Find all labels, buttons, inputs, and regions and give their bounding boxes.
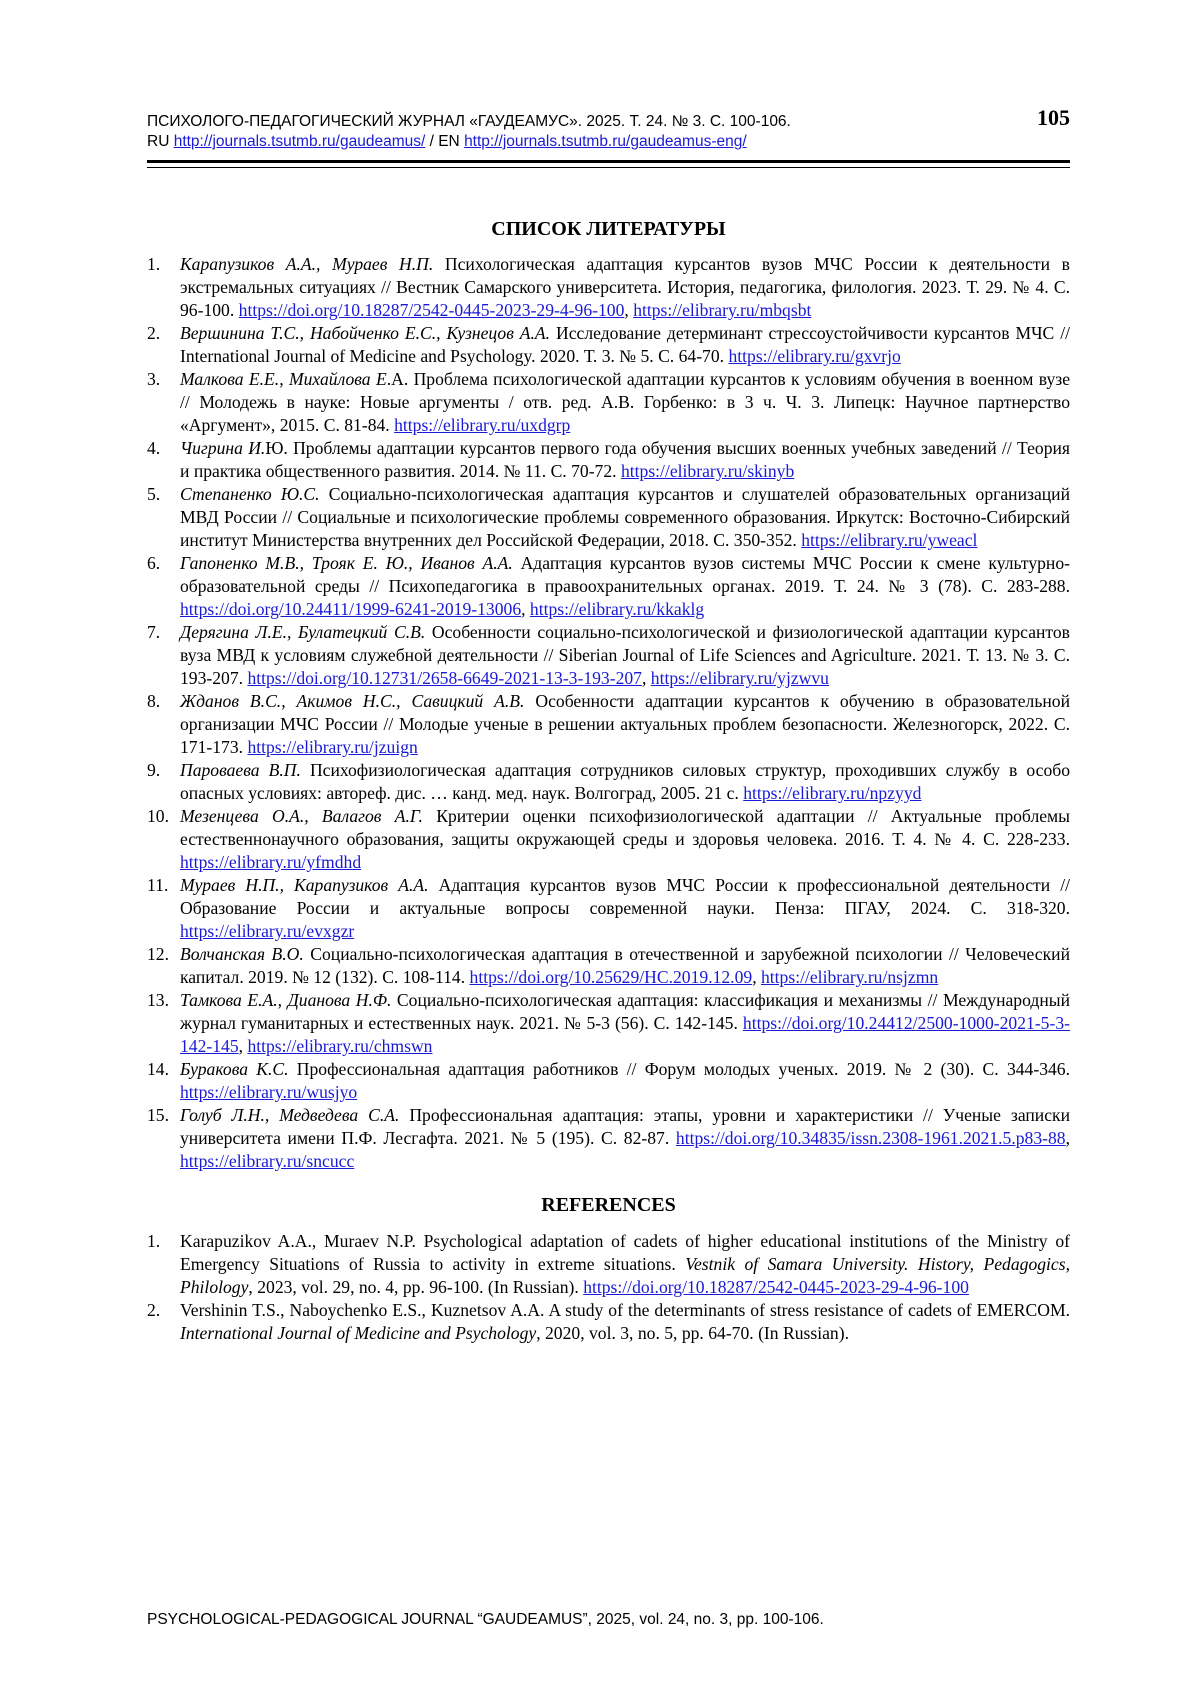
header-divider-thin bbox=[147, 167, 1070, 168]
reference-item: 13. Тамкова Е.А., Дианова Н.Ф. Социально-психологическая адаптация: классификация и механизмы // Международный журнал гуманитарных и естественных наук. 2021. № 5-3 (56). С. 142-145. https://doi.org/10.24412/2500-1000-2021-5-3-142-145, https://elibrary.ru/chmswn bbox=[147, 990, 1070, 1056]
reference-authors: Жданов В.С., Акимов Н.С., Савицкий А.В. bbox=[180, 691, 525, 711]
reference-authors: Мезенцева О.А., Валагов А.Г. bbox=[180, 806, 423, 826]
reference-number: 7. bbox=[147, 622, 161, 642]
reference-authors: Пароваева В.П. bbox=[180, 760, 301, 780]
reference-item bbox=[147, 483, 1070, 552]
reference-text: Социально-психологическая адаптация: классификация и механизмы // Международный журнал гуманитарных и естественных наук. 2021. № 5-3 (56). С. 142-145. bbox=[180, 990, 1070, 1033]
reference-text: Karapuzikov A.A., Muraev N.P. Psychological adaptation of cadets of higher educational institutions of the Ministry of Emergency Situations of Russia to activity in extreme situations. bbox=[180, 1231, 1070, 1274]
journal-citation-line: ПСИХОЛОГО-ПЕДАГОГИЧЕСКИЙ ЖУРНАЛ «ГАУДЕАМУС». 2025. Т. 24. № 3. С. 100-106. bbox=[147, 113, 791, 130]
reference-link[interactable]: https://doi.org/10.34835/issn.2308-1961.2021.5.p83-88 bbox=[675, 1128, 1066, 1148]
reference-item: 12. Волчанская В.О. Социально-психологическая адаптация в отечественной и зарубежной психологии // Человеческий капитал. 2019. № 12 (132). С. 108-114. https://doi.org/10.25629/HC.2019.12.09, https://elibrary.ru/nsjzmn bbox=[147, 944, 1070, 987]
reference-link[interactable]: https://elibrary.ru/yjzwvu bbox=[650, 668, 829, 688]
reference-text: Социально-психологическая адаптация курсантов и слушателей образовательных организаций МВД России // Социальные и психологические проблемы современного образования. Иркутск: Восточно-Сибирский институт Министерства внутренних дел Российской Федерации, 2018. С. 350-352. bbox=[180, 484, 1071, 550]
references-content bbox=[147, 217, 1070, 1345]
reference-authors: Волчанская В.О. bbox=[180, 944, 304, 964]
reference-link[interactable]: https://elibrary.ru/nsjzmn bbox=[760, 967, 939, 987]
reference-link[interactable]: https://doi.org/10.18287/2542-0445-2023-29-4-96-100 bbox=[238, 300, 625, 320]
reference-item: 15. Голуб Л.Н., Медведева С.А. Профессиональная адаптация: этапы, уровни и характеристики // Ученые записки университета имени П.Ф. Лесгафта. 2021. № 5 (195). С. 82-87. https://doi.org/10.34835/issn.2308-1961.2021.5.p83-88, https://elibrary.ru/sncucc bbox=[147, 1105, 1070, 1171]
reference-number: 2. bbox=[147, 1300, 161, 1320]
reference-link[interactable]: https://doi.org/10.24411/1999-6241-2019-13006 bbox=[180, 599, 522, 619]
reference-number: 6. bbox=[147, 553, 161, 573]
reference-text: Психофизиологическая адаптация сотрудников силовых структур, проходивших службу в особо опасных условиях: автореф. дис. … канд. мед. наук. Волгоград, 2005. 21 с. bbox=[180, 760, 1070, 803]
reference-authors: Карапузиков А.А., Мураев Н.П. bbox=[180, 254, 434, 274]
reference-number: 3. bbox=[147, 369, 161, 389]
reference-authors: Гапоненко М.В., Трояк Е. Ю., Иванов А.А. bbox=[180, 553, 513, 573]
reference-link[interactable]: https://elibrary.ru/yweacl bbox=[801, 530, 978, 550]
header-divider-thick bbox=[147, 160, 1070, 163]
reference-text: Психологическая адаптация курсантов вузов МЧС России к деятельности в экстремальных ситуациях // Вестник Самарского университета. История, педагогика, филология. 2023. Т. 29. № 4. С. 96-100. bbox=[180, 254, 1070, 320]
reference-number: 14. bbox=[147, 1059, 169, 1079]
reference-link[interactable]: https://elibrary.ru/npzyyd bbox=[743, 783, 922, 803]
reference-authors: Дерягина Л.Е., Булатецкий С.В. bbox=[180, 622, 426, 642]
reference-number: 5. bbox=[147, 484, 161, 504]
reference-link[interactable]: https://elibrary.ru/jzuign bbox=[247, 737, 418, 757]
reference-text: , 2023, vol. 29, no. 4, pp. 96-100. (In Russian). bbox=[248, 1277, 584, 1297]
reference-link[interactable]: https://elibrary.ru/skinyb bbox=[620, 461, 795, 481]
reference-link[interactable]: https://doi.org/10.18287/2542-0445-2023-29-4-96-100 bbox=[583, 1277, 969, 1297]
reference-text: Адаптация курсантов вузов МЧС России к профессиональной деятельности // Образование России и актуальные вопросы современной науки. Пенза: ПГАУ, 2024. С. 318-320. bbox=[180, 875, 1070, 918]
reference-number: 15. bbox=[147, 1105, 169, 1125]
reference-item bbox=[147, 759, 1070, 805]
journal-links-line bbox=[147, 132, 1070, 152]
reference-item bbox=[147, 1230, 1070, 1299]
running-footer: PSYCHOLOGICAL-PEDAGOGICAL JOURNAL “GAUDEAMUS”, 2025, vol. 24, no. 3, pp. 100-106. bbox=[147, 1611, 824, 1628]
reference-item bbox=[147, 322, 1070, 368]
en-references-title: REFERENCES bbox=[541, 1194, 676, 1216]
reference-authors: Буракова К.С. bbox=[180, 1059, 289, 1079]
reference-authors: Вершинина Т.С., Набойченко Е.С., Кузнецов А.А. bbox=[180, 323, 551, 343]
running-header bbox=[147, 105, 1070, 152]
page-number: 105 bbox=[1037, 105, 1070, 130]
reference-item bbox=[147, 437, 1070, 483]
reference-text: Профессиональная адаптация: этапы, уровни и характеристики // Ученые записки университета имени П.Ф. Лесгафта. 2021. № 5 (195). С. 82-87. bbox=[180, 1105, 1070, 1148]
reference-item bbox=[147, 690, 1070, 759]
reference-journal: Vestnik of Samara University. History, Pedagogics, Philology bbox=[180, 1254, 1070, 1297]
ru-journal-link[interactable]: http://journals.tsutmb.ru/gaudeamus/ bbox=[173, 133, 426, 150]
reference-number: 1. bbox=[147, 254, 161, 274]
reference-item bbox=[147, 1058, 1070, 1104]
reference-text: Профессиональная адаптация работников // Форум молодых ученых. 2019. № 2 (30). С. 344-346. bbox=[288, 1059, 1070, 1079]
reference-number: 9. bbox=[147, 760, 161, 780]
ru-label: RU bbox=[147, 133, 170, 150]
reference-item: 1. Карапузиков А.А., Мураев Н.П. Психологическая адаптация курсантов вузов МЧС России к деятельности в экстремальных ситуациях // Вестник Самарского университета. История, педагогика, филология. 2023. Т. 29. № 4. С. 96-100. https://doi.org/10.18287/2542-0445-2023-29-4-96-100, https://elibrary.ru/mbqsbt bbox=[147, 254, 1070, 320]
reference-authors: Чигрина И. bbox=[180, 438, 266, 458]
reference-text: Критерии оценки психофизиологической адаптации // Актуальные проблемы естественнонаучного образования, защиты окружающей среды и здоровья человека. 2016. Т. 4. № 4. С. 228-233. bbox=[180, 806, 1070, 849]
reference-authors: Тамкова Е.А., Дианова Н.Ф. bbox=[180, 990, 392, 1010]
lang-separator: / EN bbox=[425, 133, 465, 150]
reference-link[interactable]: https://elibrary.ru/kkaklg bbox=[529, 599, 705, 619]
reference-text: , 2020, vol. 3, no. 5, pp. 64-70. (In Russian). bbox=[536, 1323, 849, 1343]
reference-link[interactable]: https://elibrary.ru/uxdgrp bbox=[394, 415, 571, 435]
reference-authors: Мураев Н.П., Карапузиков А.А. bbox=[180, 875, 429, 895]
reference-link[interactable]: https://elibrary.ru/evxgzr bbox=[180, 921, 355, 941]
reference-link[interactable]: https://elibrary.ru/sncucc bbox=[180, 1151, 355, 1171]
reference-number: 10. bbox=[147, 806, 169, 826]
reference-item: 6. Гапоненко М.В., Трояк Е. Ю., Иванов А.А. Адаптация курсантов вузов системы МЧС России к смене культурно-образовательной среды // Психопедагогика в правоохранительных органах. 2019. Т. 24. № 3 (78). С. 283-288. https://doi.org/10.24411/1999-6241-2019-13006, https://elibrary.ru/kkaklg bbox=[147, 553, 1070, 619]
reference-link[interactable]: https://doi.org/10.24412/2500-1000-2021-5-3-142-145 bbox=[180, 1013, 1070, 1056]
en-reference-list bbox=[147, 1230, 1070, 1345]
reference-item bbox=[147, 805, 1070, 874]
reference-text: Исследование детерминант стрессоустойчивости курсантов МЧС // International Journal of Medicine and Psychology. 2020. Т. 3. № 5. С. 64-70. bbox=[180, 323, 1070, 366]
reference-number: 1. bbox=[147, 1231, 161, 1251]
reference-authors: Голуб Л.Н., Медведева С.А. bbox=[180, 1105, 400, 1125]
reference-text: .А. Проблема психологической адаптации курсантов к условиям обучения в военном вузе // Молодежь в науке: Новые аргументы / отв. ред. А.В. Горбенко: в 3 ч. Ч. 3. Липецк: Научное партнерство «Аргумент», 2015. С. 81-84. bbox=[180, 369, 1070, 435]
reference-text: Особенности социально-психологической и физиологической адаптации курсантов вуза МВД к условиям служебной деятельности // Siberian Journal of Life Sciences and Agriculture. 2021. Т. 13. № 3. С. 193-207. bbox=[180, 622, 1070, 688]
reference-number: 12. bbox=[147, 944, 169, 964]
reference-text: Ю. Проблемы адаптации курсантов первого года обучения высших военных учебных заведений // Теория и практика общественного развития. 2014. № 11. С. 70-72. bbox=[180, 438, 1070, 481]
reference-text: Особенности адаптации курсантов к обучению в образовательной организации МЧС России // Молодые ученые в решении актуальных проблем безопасности. Железногорск, 2022. С. 171-173. bbox=[180, 691, 1070, 757]
reference-number: 2. bbox=[147, 323, 161, 343]
reference-number: 11. bbox=[147, 875, 169, 895]
reference-number: 8. bbox=[147, 691, 161, 711]
reference-item bbox=[147, 1299, 1070, 1345]
reference-text: Vershinin T.S., Naboychenko E.S., Kuznetsov A.A. A study of the determinants of stress resistance of cadets of EMERCOM. bbox=[180, 1300, 1070, 1320]
reference-text: Социально-психологическая адаптация в отечественной и зарубежной психологии // Человеческий капитал. 2019. № 12 (132). С. 108-114. bbox=[180, 944, 1070, 987]
reference-link[interactable]: https://elibrary.ru/wusjyo bbox=[180, 1082, 358, 1102]
reference-number: 4. bbox=[147, 438, 161, 458]
reference-item bbox=[147, 874, 1070, 943]
reference-authors: Степаненко Ю.С. bbox=[180, 484, 320, 504]
reference-authors: Малкова Е.Е., Михайлова Е bbox=[180, 369, 387, 389]
reference-link[interactable]: https://doi.org/10.25629/HC.2019.12.09 bbox=[469, 967, 753, 987]
reference-text: Адаптация курсантов вузов системы МЧС России к смене культурно-образовательной среды // Психопедагогика в правоохранительных органах. 2019. Т. 24. № 3 (78). С. 283-288. bbox=[180, 553, 1070, 596]
en-journal-link[interactable]: http://journals.tsutmb.ru/gaudeamus-eng/ bbox=[464, 133, 747, 150]
reference-number: 13. bbox=[147, 990, 169, 1010]
reference-item: 7. Дерягина Л.Е., Булатецкий С.В. Особенности социально-психологической и физиологической адаптации курсантов вуза МВД к условиям служебной деятельности // Siberian Journal of Life Sciences and Agriculture. 2021. Т. 13. № 3. С. 193-207. https://doi.org/10.12731/2658-6649-2021-13-3-193-207, https://elibrary.ru/yjzwvu bbox=[147, 622, 1070, 688]
reference-link[interactable]: https://doi.org/10.12731/2658-6649-2021-13-3-193-207 bbox=[247, 668, 642, 688]
reference-link[interactable]: https://elibrary.ru/chmswn bbox=[247, 1036, 433, 1056]
reference-item bbox=[147, 368, 1070, 437]
reference-link[interactable]: https://elibrary.ru/gxvrjo bbox=[728, 346, 901, 366]
ru-reference-list bbox=[147, 253, 1070, 1173]
reference-link[interactable]: https://elibrary.ru/yfmdhd bbox=[180, 852, 362, 872]
reference-link[interactable]: https://elibrary.ru/mbqsbt bbox=[633, 300, 812, 320]
reference-journal: International Journal of Medicine and Psychology bbox=[180, 1323, 537, 1343]
ru-references-title: СПИСОК ЛИТЕРАТУРЫ bbox=[491, 218, 726, 240]
